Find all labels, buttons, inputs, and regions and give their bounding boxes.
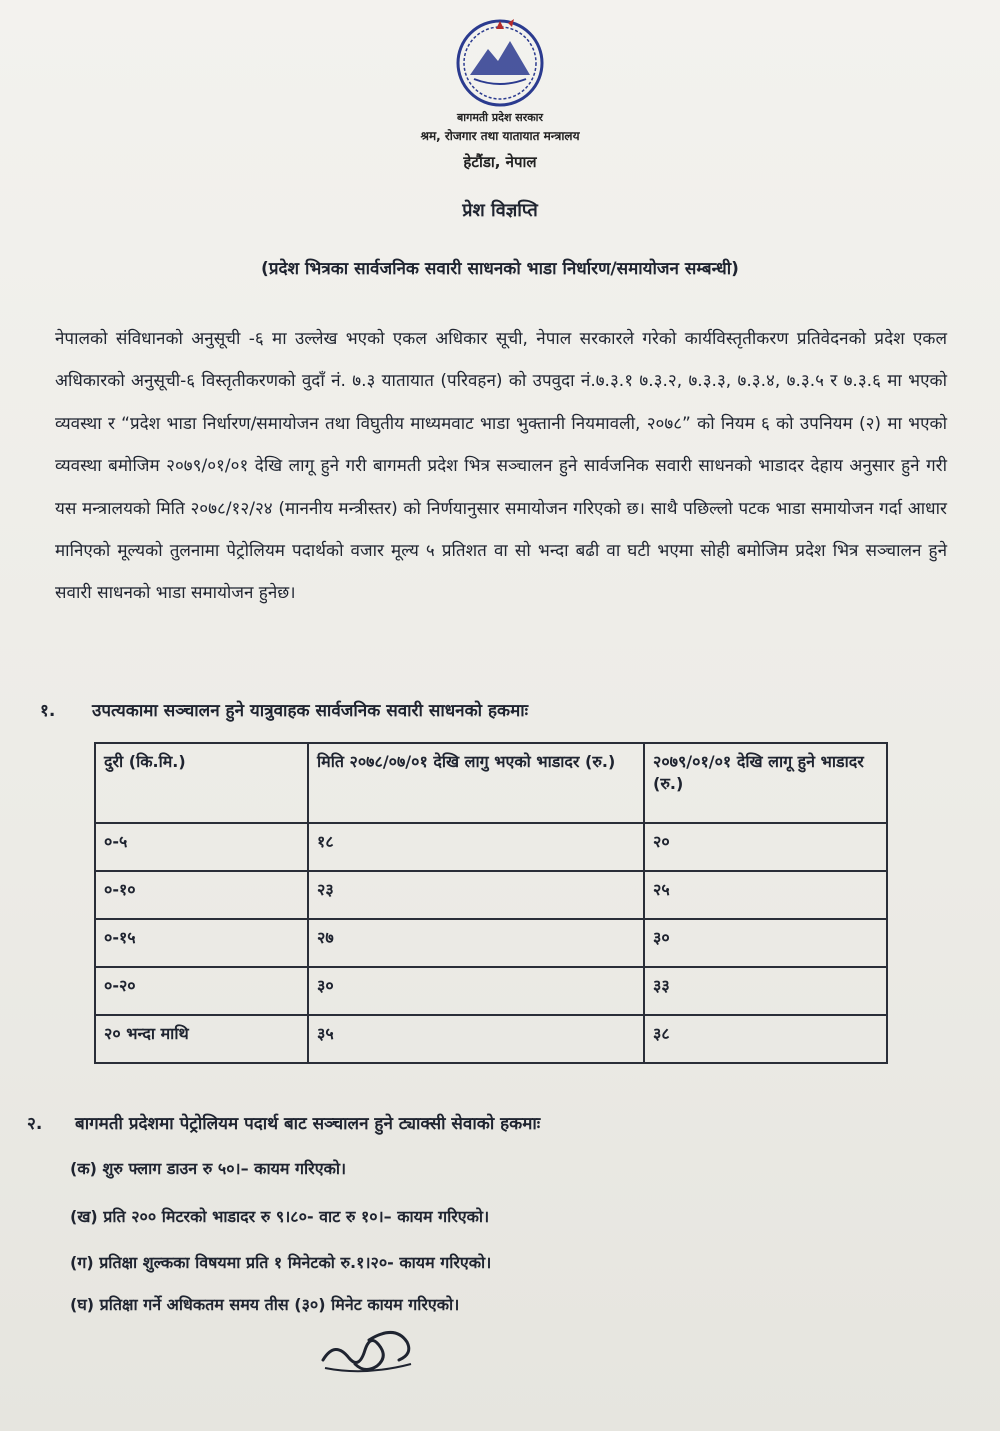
nepal-emblem-icon	[400, 15, 600, 115]
table-row	[95, 1015, 887, 1063]
letterhead-stamp	[400, 15, 600, 185]
handwritten-signature-icon	[315, 1320, 425, 1380]
taxi-item-max-wait: (घ) प्रतिक्षा गर्ने अधिकतम समय तीस (३०) मिनेट कायम गरिएको।	[70, 1295, 460, 1314]
document-subtitle: (प्रदेश भित्रका सार्वजनिक सवारी साधनको भाडा निर्धारण/समायोजन सम्बन्धी)	[261, 259, 739, 279]
table-cell-old-fare: ३५	[308, 1015, 644, 1063]
table-cell-new-fare: २५	[644, 871, 887, 919]
document-title: प्रेश विज्ञप्ति	[462, 200, 538, 221]
table-header-old-fare: मिति २०७८/०७/०१ देखि लागु भएको भाडादर (रु.)	[308, 743, 644, 823]
section-1-heading: उपत्यकामा सञ्चालन हुने यात्रुवाहक सार्वजनिक सवारी साधनको हकमाः	[92, 701, 529, 721]
table-cell-new-fare: ३०	[644, 919, 887, 967]
table-cell-distance: ०-२०	[95, 967, 308, 1015]
table-cell-distance: ०-१०	[95, 871, 308, 919]
table-cell-old-fare: १८	[308, 823, 644, 871]
section-1-number: १.	[40, 701, 56, 721]
letterhead-line-2: श्रम, रोजगार तथा यातायात मन्त्रालय	[420, 129, 580, 143]
table-cell-new-fare: ३३	[644, 967, 887, 1015]
table-row	[95, 919, 887, 967]
table-cell-old-fare: २७	[308, 919, 644, 967]
taxi-item-flag-down: (क) शुरु फ्लाग डाउन रु ५०।– कायम गरिएको।	[70, 1159, 347, 1178]
table-cell-new-fare: २०	[644, 823, 887, 871]
table-row	[95, 967, 887, 1015]
table-cell-old-fare: ३०	[308, 967, 644, 1015]
taxi-item-per-200m: (ख) प्रति २०० मिटरको भाडादर रु ९।८०- वाट रु १०।– कायम गरिएको।	[70, 1207, 490, 1226]
body-paragraph: नेपालको संविधानको अनुसूची -६ मा उल्लेख भएको एकल अधिकार सूची, नेपाल सरकारले गरेको कार्यविस्तृतीकरण प्रतिवेदनको प्रदेश एकल अधिकारको अनुसूची-६ विस्तृतीकरणको वुदाँ नं. ७.३ यातायात (परिवहन) को उपवुदा नं.७.३.१ ७.३.२, ७.३.३, ७.३.४, ७.३.५ र ७.३.६ मा भएको व्यवस्था र “प्रदेश भाडा निर्धारण/समायोजन तथा विघुतीय माध्यमवाट भाडा भुक्तानी नियमावली, २०७८” को नियम ६ को उपनियम (२) मा भएको व्यवस्था बमोजिम २०७९/०१/०१ देखि लागू हुने गरी बागमती प्रदेश भित्र सञ्चालन हुने सार्वजनिक सवारी साधनको भाडादर देहाय अनुसार हुने गरी यस मन्त्रालयको मिति २०७८/१२/२४ (माननीय मन्त्रीस्तर) को निर्णयानुसार समायोजन गरिएको छ। साथै पछिल्लो पटक भाडा समायोजन गर्दा आधार मानिएको मूल्यको तुलनामा पेट्रोलियम पदार्थको वजार मूल्य ५ प्रतिशत वा सो भन्दा बढी वा घटी भएमा सोही बमोजिम प्रदेश भित्र सञ्चालन हुने सवारी साधनको भाडा समायोजन हुनेछ।	[55, 329, 947, 604]
fare-table	[94, 742, 888, 1064]
table-header-row	[95, 743, 887, 823]
table-cell-new-fare: ३८	[644, 1015, 887, 1063]
table-cell-distance: ०-५	[95, 823, 308, 871]
table-header-new-fare: २०७९/०१/०१ देखि लागू हुने भाडादर (रु.)	[644, 743, 887, 823]
taxi-item-waiting-fee: (ग) प्रतिक्षा शुल्कका विषयमा प्रति १ मिनेटको रु.१।२०- कायम गरिएको।	[70, 1253, 492, 1272]
table-cell-distance: २० भन्दा माथि	[95, 1015, 308, 1063]
letterhead-line-1: बागमती प्रदेश सरकार	[457, 111, 543, 124]
table-row	[95, 871, 887, 919]
table-header-distance: दुरी (कि.मि.)	[95, 743, 308, 823]
section-2-heading: बागमती प्रदेशमा पेट्रोलियम पदार्थ बाट सञ्चालन हुने ट्याक्सी सेवाको हकमाः	[75, 1114, 541, 1134]
section-2-number: २.	[27, 1114, 43, 1134]
table-cell-distance: ०-१५	[95, 919, 308, 967]
table-row	[95, 823, 887, 871]
table-cell-old-fare: २३	[308, 871, 644, 919]
letterhead-line-3: हेटौंडा, नेपाल	[463, 153, 537, 171]
